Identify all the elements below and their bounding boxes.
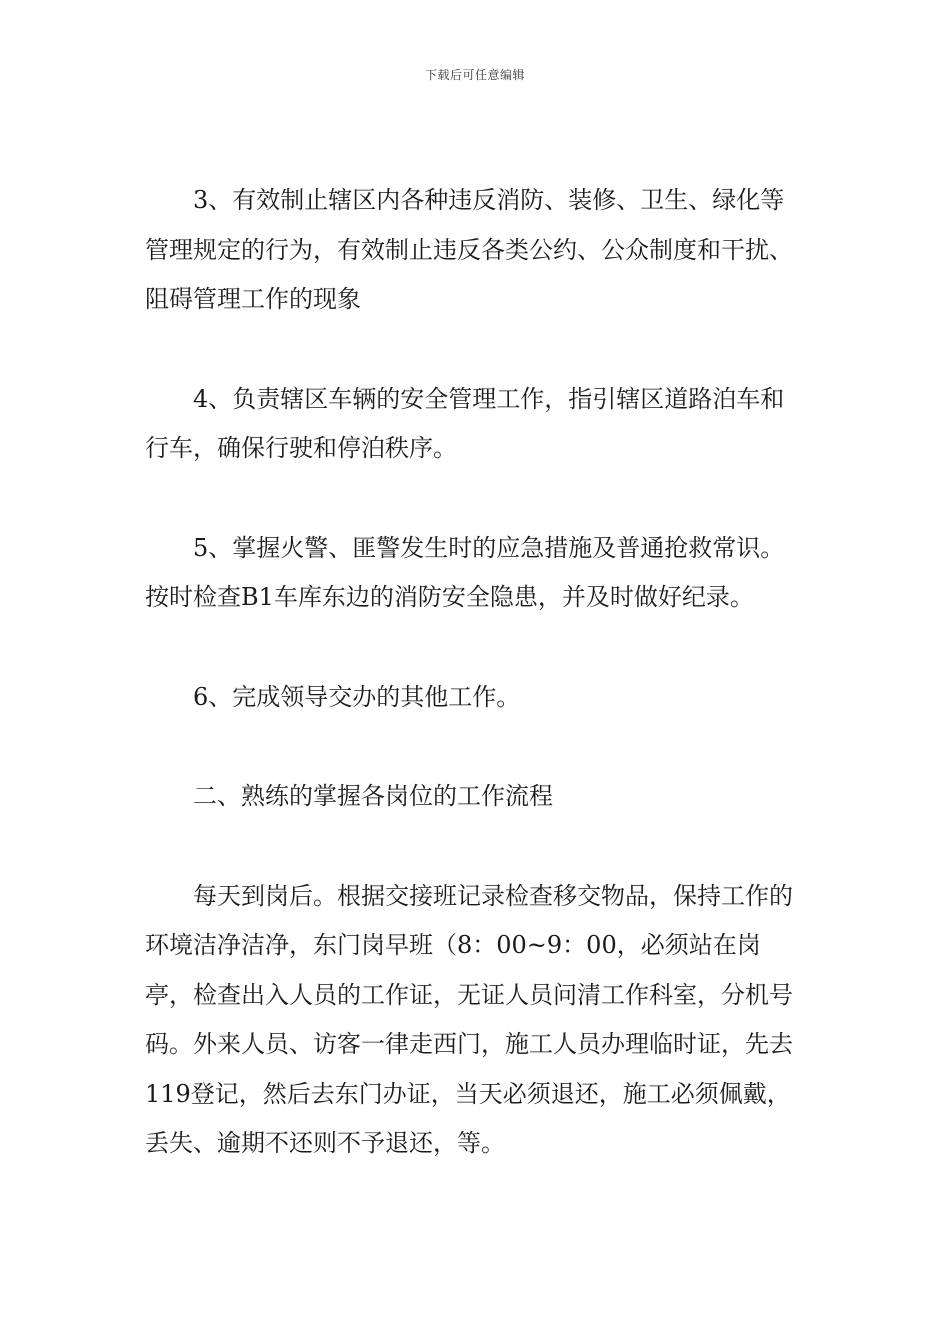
paragraph-duty-3: 3、有效制止辖区内各种违反消防、装修、卫生、绿化等管理规定的行为，有效制止违反各类公约、公众制度和干扰、阻碍管理工作的现象: [145, 186, 793, 313]
section-heading-workflow: 二、熟练的掌握各岗位的工作流程: [193, 782, 553, 810]
paragraph-daily-procedure: 每天到岗后。根据交接班记录检查移交物品，保持工作的环境洁净洁净，东门岗早班（8：00~9：00，必须站在岗亭，检查出入人员的工作证，无证人员问清工作科室，分机号码。外来人员、访客一律走西门，施工人员办理临时证，先去119登记，然后去东门办证，当天必须退还，施工必须佩戴，丢失、逾期不还则不予退还，等。: [145, 881, 793, 1157]
paragraph-duty-5: 5、掌握火警、匪警发生时的应急措施及普通抢救常识。按时检查B1车库东边的消防安全隐患，并及时做好纪录。: [145, 533, 785, 611]
paragraph-duty-4: 4、负责辖区车辆的安全管理工作，指引辖区道路泊车和行车，确保行驶和停泊秩序。: [145, 384, 785, 462]
document-body: [145, 176, 805, 1169]
paragraph-duty-6: 6、完成领导交办的其他工作。: [193, 682, 521, 711]
page-header: 下载后可任意编辑: [424, 68, 525, 82]
